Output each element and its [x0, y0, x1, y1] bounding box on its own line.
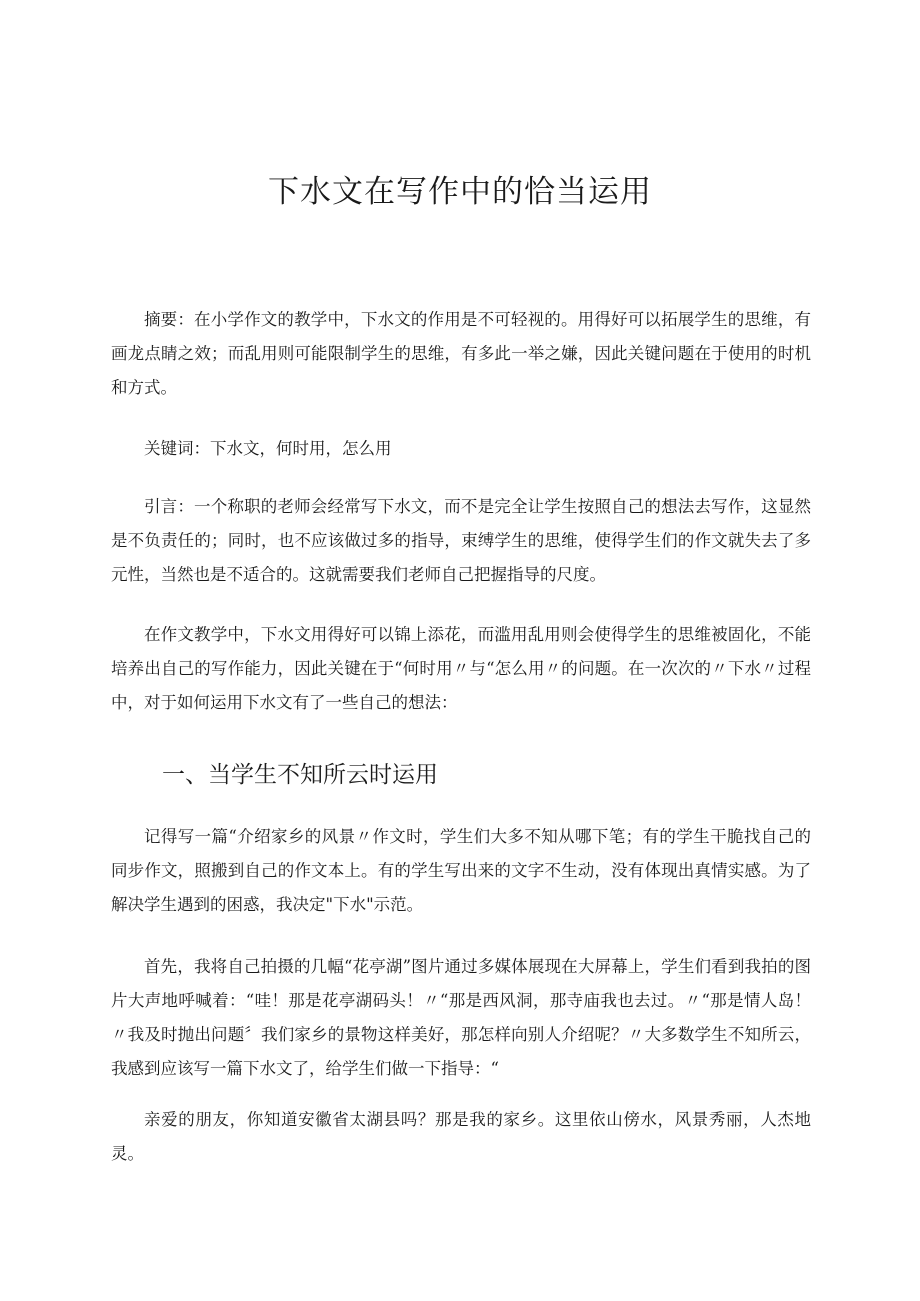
document-title: 下水文在写作中的恰当运用 — [268, 174, 652, 210]
keywords-paragraph: 关键词：下水文，何时用，怎么用 — [144, 439, 392, 458]
section-paragraph-2: 首先，我将自己拍摄的几幅“花亭湖”图片通过多媒体展现在大屏幕上，学生们看到我拍的图片大声地呼喊着：“哇！那是花亭湖码头！〃“那是西风洞，那寺庙我也去过。〃“那是情人岛！〃我及时抛出问题〞我们家乡的景物这样美好，那怎样向别人介绍呢？〃大多数学生不知所云，我感到应该写一篇下水文了，给学生们做一下指导：“ — [111, 957, 811, 1078]
body-paragraph: 在作文教学中，下水文用得好可以锦上添花，而滥用乱用则会使得学生的思维被固化，不能培养出自己的写作能力，因此关键在于“何时用〃与“怎么用〃的问题。在一次次的〃下水〃过程中，对于如何运用下水文有了一些自己的想法： — [111, 625, 811, 712]
section-heading: 一、当学生不知所云时运用 — [162, 762, 438, 788]
abstract-paragraph: 摘要：在小学作文的教学中，下水文的作用是不可轻视的。用得好可以拓展学生的思维，有画龙点睛之效；而乱用则可能限制学生的思维，有多此一举之嫌，因此关键问题在于使用的时机和方式。 — [111, 310, 811, 397]
introduction-paragraph: 引言：一个称职的老师会经常写下水文，而不是完全让学生按照自己的想法去写作，这显然是不负责任的；同时，也不应该做过多的指导，束缚学生的思维，使得学生们的作文就失去了多元性，当然也是不适合的。这就需要我们老师自己把握指导的尺度。 — [111, 497, 811, 584]
section-paragraph-3: 亲爱的朋友，你知道安徽省太湖县吗？那是我的家乡。这里依山傍水，风景秀丽，人杰地灵。 — [111, 1110, 811, 1163]
section-paragraph-1: 记得写一篇“介绍家乡的风景〃作文时，学生们大多不知从哪下笔；有的学生干脆找自己的同步作文，照搬到自己的作文本上。有的学生写出来的文字不生动，没有体现出真情实感。为了解决学生遇到的困惑，我决定"下水"示范。 — [111, 827, 811, 914]
